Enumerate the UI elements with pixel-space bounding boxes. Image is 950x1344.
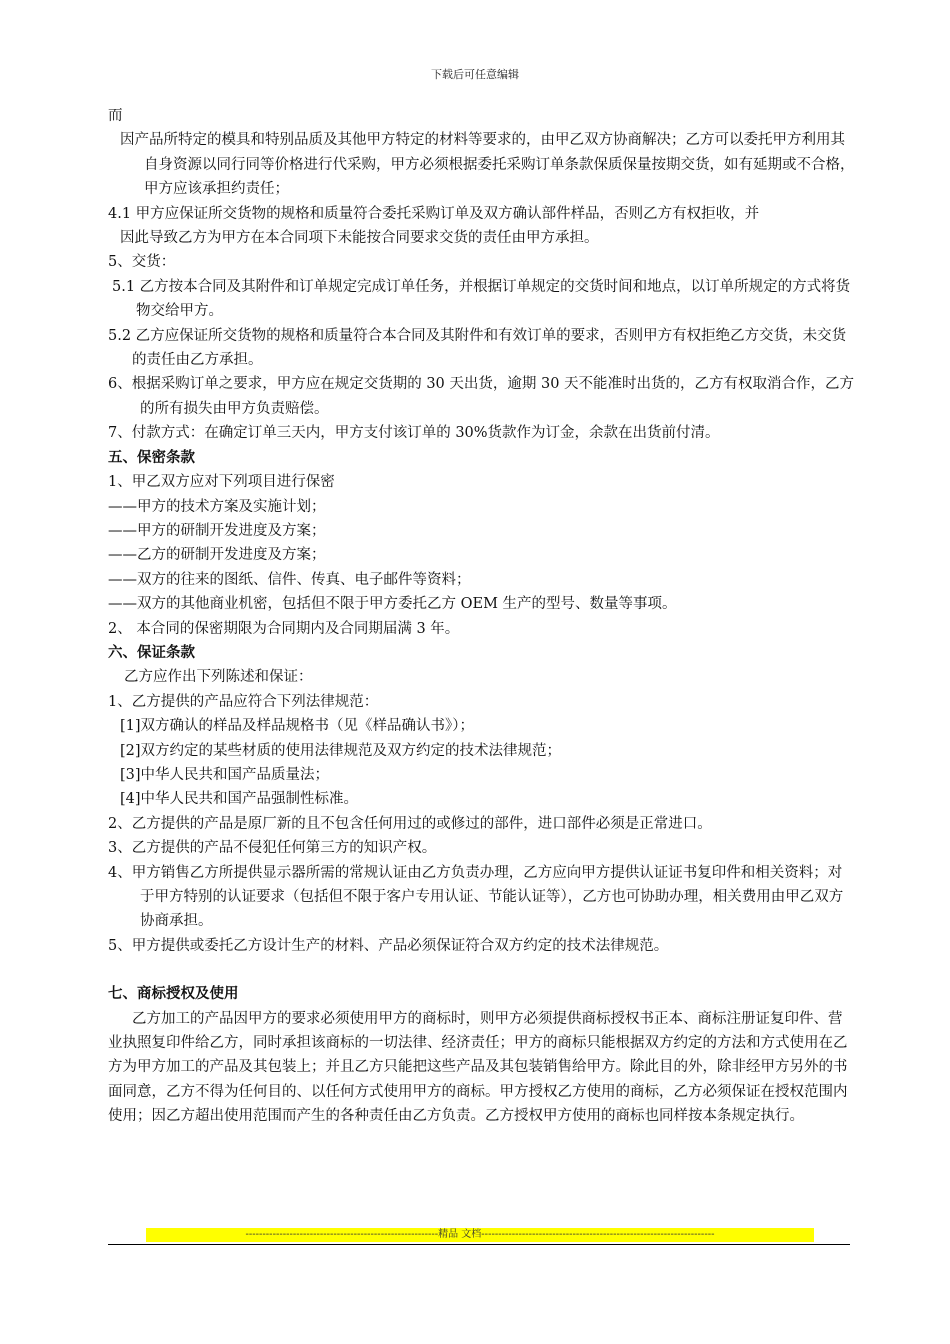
footer-divider [108,1244,850,1245]
list-item: ——甲方的研制开发进度及方案； [108,522,326,539]
text-line: 而 [108,108,123,124]
footer-banner: ---------------------------------------------------------精品 文档--------------------------------------------------------------------- [146,1228,814,1242]
paragraph: 1、乙方提供的产品应符合下列法律规范： [108,693,379,710]
paragraph: 5.1 乙方按本合同及其附件和订单规定完成订单任务，并根据订单规定的交货时间和地点，以订单所规定的方式将货物交给甲方。 [112,278,851,320]
document-body [108,104,856,1129]
list-item: ——乙方的研制开发进度及方案； [108,547,326,564]
paragraph: 7、付款方式：在确定订单三天内，甲方支付该订单的 30%货款作为订金，余款在出货前付清。 [108,425,720,442]
paragraph: 4、甲方销售乙方所提供显示器所需的常规认证由乙方负责办理，乙方应向甲方提供认证证书复印件和相关资料；对于甲方特别的认证要求（包括但不限于客户专用认证、节能认证等），乙方也可协助办理，相关费用由甲乙双方协商承担。 [108,864,844,930]
list-item: [2]双方约定的某些材质的使用法律规范及双方约定的技术法律规范； [120,742,562,759]
list-item: ——双方的往来的图纸、信件、传真、电子邮件等资料； [108,571,471,588]
list-item: [3]中华人民共和国产品质量法； [120,766,330,783]
paragraph: 5、甲方提供或委托乙方设计生产的材料、产品必须保证符合双方约定的技术法律规范。 [108,937,669,954]
paragraph: 因此导致乙方为甲方在本合同项下未能按合同要求交货的责任由甲方承担。 [120,230,599,247]
blank-line [108,958,856,982]
section-heading: 七、商标授权及使用 [108,985,239,1003]
section-heading: 五、保密条款 [108,448,195,466]
section-item: 5、交货： [108,254,176,271]
paragraph: 4.1 甲方应保证所交货物的规格和质量符合委托采购订单及双方确认部件样品，否则乙方有权拒收，并 [108,205,760,222]
list-item: [1]双方确认的样品及样品规格书（见《样品确认书》）； [120,718,475,735]
paragraph: 5.2 乙方应保证所交货物的规格和质量符合本合同及其附件和有效订单的要求，否则甲方有权拒绝乙方交货，未交货的责任由乙方承担。 [108,327,847,369]
paragraph: 6、根据采购订单之要求，甲方应在规定交货期的 30 天出货，逾期 30 天不能准时出货的，乙方有权取消合作，乙方的所有损失由甲方负责赔偿。 [108,376,855,417]
paragraph: 3、乙方提供的产品不侵犯任何第三方的知识产权。 [108,840,437,857]
paragraph: 乙方应作出下列陈述和保证： [124,669,313,686]
paragraph: 因产品所特定的模具和特别品质及其他甲方特定的材料等要求的，由甲乙双方协商解决；乙方可以委托甲方利用其自身资源以同行同等价格进行代采购，甲方必须根据委托采购订单条款保质保量按期交货，如有延期或不合格，甲方应该承担约责任； [120,132,855,198]
paragraph: 2、乙方提供的产品是原厂新的且不包含任何用过的或修过的部件，进口部件必须是正常进口。 [108,815,712,832]
list-item: ——双方的其他商业机密，包括但不限于甲方委托乙方 OEM 生产的型号、数量等事项。 [108,596,677,613]
page-header: 下载后可任意编辑 [431,68,519,81]
paragraph: 2、 本合同的保密期限为合同期内及合同期届满 3 年。 [108,620,460,637]
list-item: [4]中华人民共和国产品强制性标准。 [120,791,359,808]
list-item: ——甲方的技术方案及实施计划； [108,498,326,515]
paragraph: 乙方加工的产品因甲方的要求必须使用甲方的商标时，则甲方必须提供商标授权书正本、商标注册证复印件、营业执照复印件给乙方，同时承担该商标的一切法律、经济责任；甲方的商标只能根据双方约定的方法和方式使用在乙方为甲方加工的产品及其包装上；并且乙方只能把这些产品及其包装销售给甲方。除此目的外，除非经甲方另外的书面同意，乙方不得为任何目的、以任何方式使用甲方的商标。甲方授权乙方使用的商标，乙方必须保证在授权范围内使用；因乙方超出使用范围而产生的各种责任由乙方负责。乙方授权甲方使用的商标也同样按本条规定执行。 [108,1010,848,1125]
section-heading: 六、保证条款 [108,643,195,661]
paragraph: 1、甲乙双方应对下列项目进行保密 [108,474,335,491]
